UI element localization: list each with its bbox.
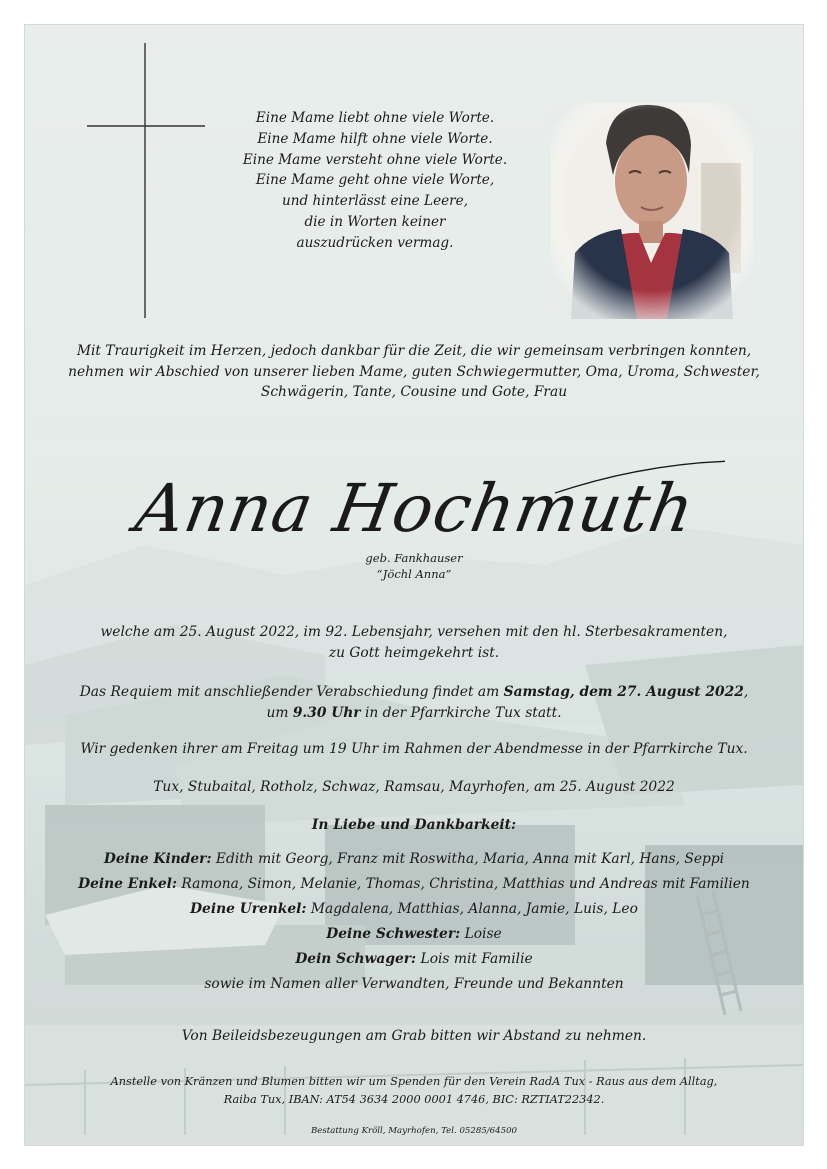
family-row (55, 947, 773, 972)
in-love-heading (55, 815, 773, 836)
place-date: Tux, Stubaital, Rotholz, Schwaz, Ramsau, Mayrhofen, am 25. August 2022 (153, 779, 675, 795)
donation-line: Raiba Tux, IBAN: AT54 3634 2000 0001 4746, BIC: RZTIAT22342. (223, 1093, 605, 1106)
poem-line: auszudrücken vermag. (296, 234, 454, 251)
family-row (55, 922, 773, 947)
nickname: “Jöchl Anna” (376, 567, 452, 581)
requiem-text: , (743, 684, 749, 700)
requiem-line-1 (55, 682, 773, 703)
requiem-date: Samstag, dem 27. August 2022 (503, 684, 744, 700)
death-line: welche am 25. August 2022, im 92. Lebensjahr, versehen mit den hl. Sterbesakramenten, (100, 624, 728, 640)
poem-line: Eine Mame hilft ohne viele Worte. (257, 130, 493, 147)
family-label: Deine Kinder: (103, 851, 212, 867)
donation-note (55, 1073, 773, 1109)
poem-line: Eine Mame liebt ohne viele Worte. (255, 110, 495, 126)
cross-icon (87, 43, 207, 318)
family-row (55, 872, 773, 897)
condolence-note: Von Beileidsbezeugungen am Grab bitten wir Abstand zu nehmen. (181, 1028, 647, 1044)
memorial-mass: Wir gedenken ihrer am Freitag um 19 Uhr im Rahmen der Abendmesse in der Pfarrkirche Tux. (80, 741, 748, 757)
in-love-text: In Liebe und Dankbarkeit: (311, 817, 517, 833)
death-notice (55, 622, 773, 663)
undertaker: Bestattung Kröll, Mayrhofen, Tel. 05285/64500 (310, 1126, 518, 1136)
poem-line: Eine Mame geht ohne viele Worte, (255, 172, 495, 189)
deceased-name (125, 453, 725, 553)
requiem-text: in der Pfarrkirche Tux statt. (360, 704, 562, 721)
family-names: Ramona, Simon, Melanie, Thomas, Christina, Matthias und Andreas mit Familien (177, 876, 750, 892)
family-label: Deine Urenkel: (190, 901, 307, 917)
family-list (55, 847, 773, 997)
intro-text (55, 341, 773, 403)
poem-line: Eine Mame versteht ohne viele Worte. (242, 151, 508, 168)
family-label: Dein Schwager: (295, 951, 417, 967)
requiem-notice (55, 682, 773, 723)
birth-name: geb. Fankhauser (365, 551, 463, 565)
family-label: Deine Enkel: (78, 876, 177, 892)
family-row (55, 847, 773, 872)
poem-line: die in Worten keiner (304, 213, 446, 230)
deceased-name-text: Anna Hochmuth (130, 469, 701, 547)
intro-line: Schwägerin, Tante, Cousine und Gote, Frau (260, 384, 568, 400)
intro-line: nehmen wir Abschied von unserer lieben Mame, guten Schwiegermutter, Oma, Uroma, Schwester, (68, 363, 760, 380)
poem (195, 108, 555, 254)
death-line: zu Gott heimgekehrt ist. (328, 644, 500, 661)
obituary-card (24, 24, 804, 1146)
family-names: Loise (460, 926, 502, 942)
requiem-line-2 (55, 703, 773, 724)
requiem-text: Das Requiem mit anschließender Verabschiedung findet am (79, 684, 504, 700)
intro-line: Mit Traurigkeit im Herzen, jedoch dankbar für die Zeit, die wir gemeinsam verbringen konnten, (76, 343, 752, 359)
family-names: Edith mit Georg, Franz mit Roswitha, Maria, Anna mit Karl, Hans, Seppi (211, 851, 725, 867)
family-label: Deine Schwester: (326, 926, 461, 942)
family-names: Magdalena, Matthias, Alanna, Jamie, Luis, Leo (306, 901, 638, 917)
family-row (55, 897, 773, 922)
family-names: Lois mit Familie (416, 951, 533, 967)
requiem-text: um (266, 704, 293, 721)
requiem-time: 9.30 Uhr (292, 704, 361, 721)
relatives-line: sowie im Namen aller Verwandten, Freunde und Bekannten (204, 976, 624, 992)
donation-line: Anstelle von Kränzen und Blumen bitten wir um Spenden für den Verein RadA Tux - Raus aus dem Alltag, (110, 1075, 718, 1088)
portrait-photo (551, 103, 753, 319)
birth-info (264, 550, 564, 582)
poem-line: und hinterlässt eine Leere, (281, 193, 469, 210)
